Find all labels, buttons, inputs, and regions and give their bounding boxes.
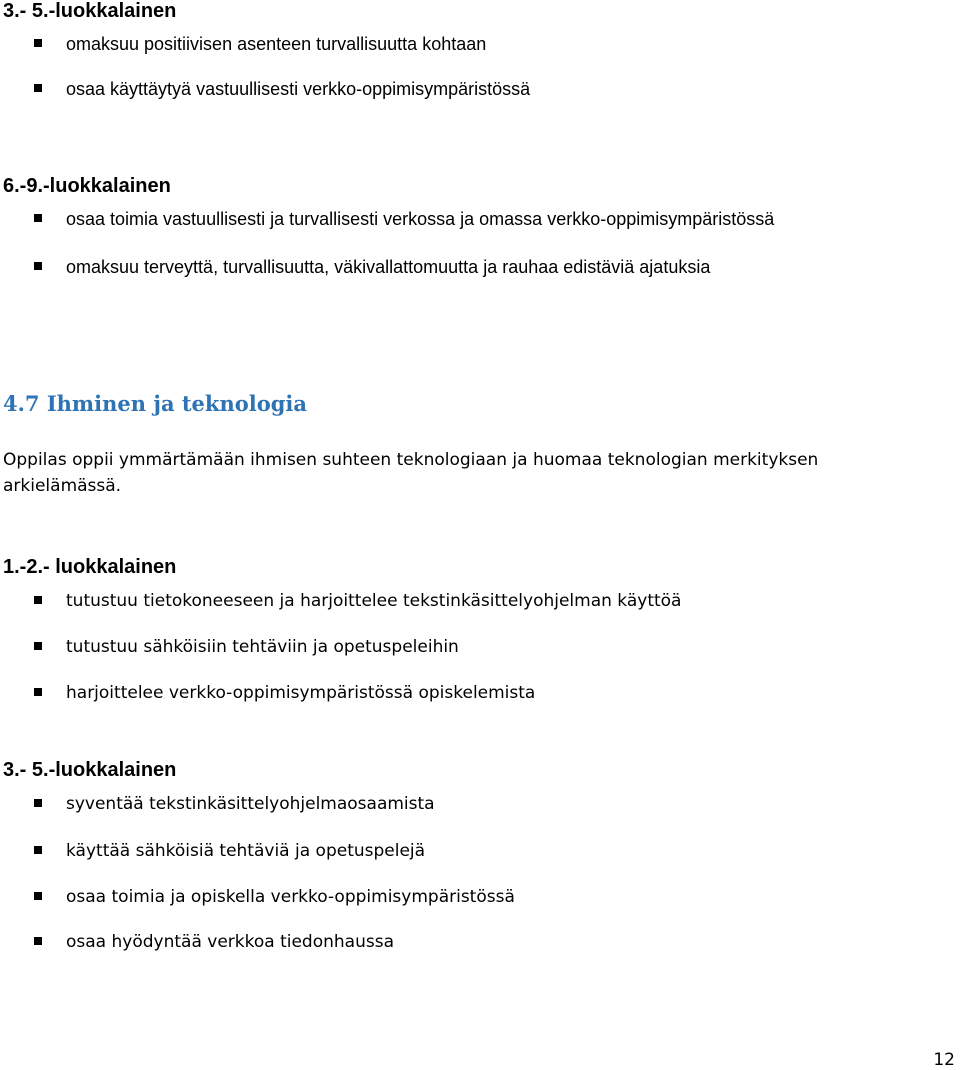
page-number: 12: [933, 1050, 955, 1070]
list-item-text: tutustuu sähköisiin tehtäviin ja opetuspeleihin: [66, 637, 459, 657]
square-bullet-icon: [34, 84, 42, 92]
list-item-text: omaksuu positiivisen asenteen turvallisuutta kohtaan: [66, 34, 487, 54]
square-bullet-icon: [34, 937, 42, 945]
square-bullet-icon: [34, 846, 42, 854]
list-item-text: omaksuu terveyttä, turvallisuutta, väkivallattomuutta ja rauhaa edistäviä ajatuksia: [66, 257, 711, 277]
group-heading: 3.- 5.-luokkalainen: [3, 759, 177, 781]
square-bullet-icon: [34, 642, 42, 650]
square-bullet-icon: [34, 214, 42, 222]
list-item-text: harjoittelee verkko-oppimisympäristössä opiskelemista: [66, 683, 536, 703]
group-heading: 6.-9.-luokkalainen: [3, 175, 171, 197]
square-bullet-icon: [34, 799, 42, 807]
group-heading: 1.-2.- luokkalainen: [3, 556, 177, 578]
list-item-text: tutustuu tietokoneeseen ja harjoittelee tekstinkäsittelyohjelman käyttöä: [66, 591, 682, 611]
list-item-text: osaa toimia ja opiskella verkko-oppimisympäristössä: [66, 887, 515, 907]
list-item-text: osaa toimia vastuullisesti ja turvallisesti verkossa ja omassa verkko-oppimisympäristössä: [66, 209, 775, 229]
section-paragraph: Oppilas oppii ymmärtämään ihmisen suhteen teknologiaan ja huomaa teknologian merkityksen arkielämässä.: [3, 450, 819, 496]
square-bullet-icon: [34, 596, 42, 604]
square-bullet-icon: [34, 892, 42, 900]
square-bullet-icon: [34, 262, 42, 270]
list-item-text: syventää tekstinkäsittelyohjelmaosaamista: [66, 794, 435, 814]
list-item-text: käyttää sähköisiä tehtäviä ja opetuspelejä: [66, 841, 426, 861]
group-heading: 3.- 5.-luokkalainen: [3, 0, 177, 22]
list-item-text: osaa hyödyntää verkkoa tiedonhaussa: [66, 932, 394, 952]
section-title: 4.7 Ihminen ja teknologia: [3, 391, 307, 416]
square-bullet-icon: [34, 688, 42, 696]
list-item-text: osaa käyttäytyä vastuullisesti verkko-oppimisympäristössä: [66, 79, 531, 99]
square-bullet-icon: [34, 39, 42, 47]
